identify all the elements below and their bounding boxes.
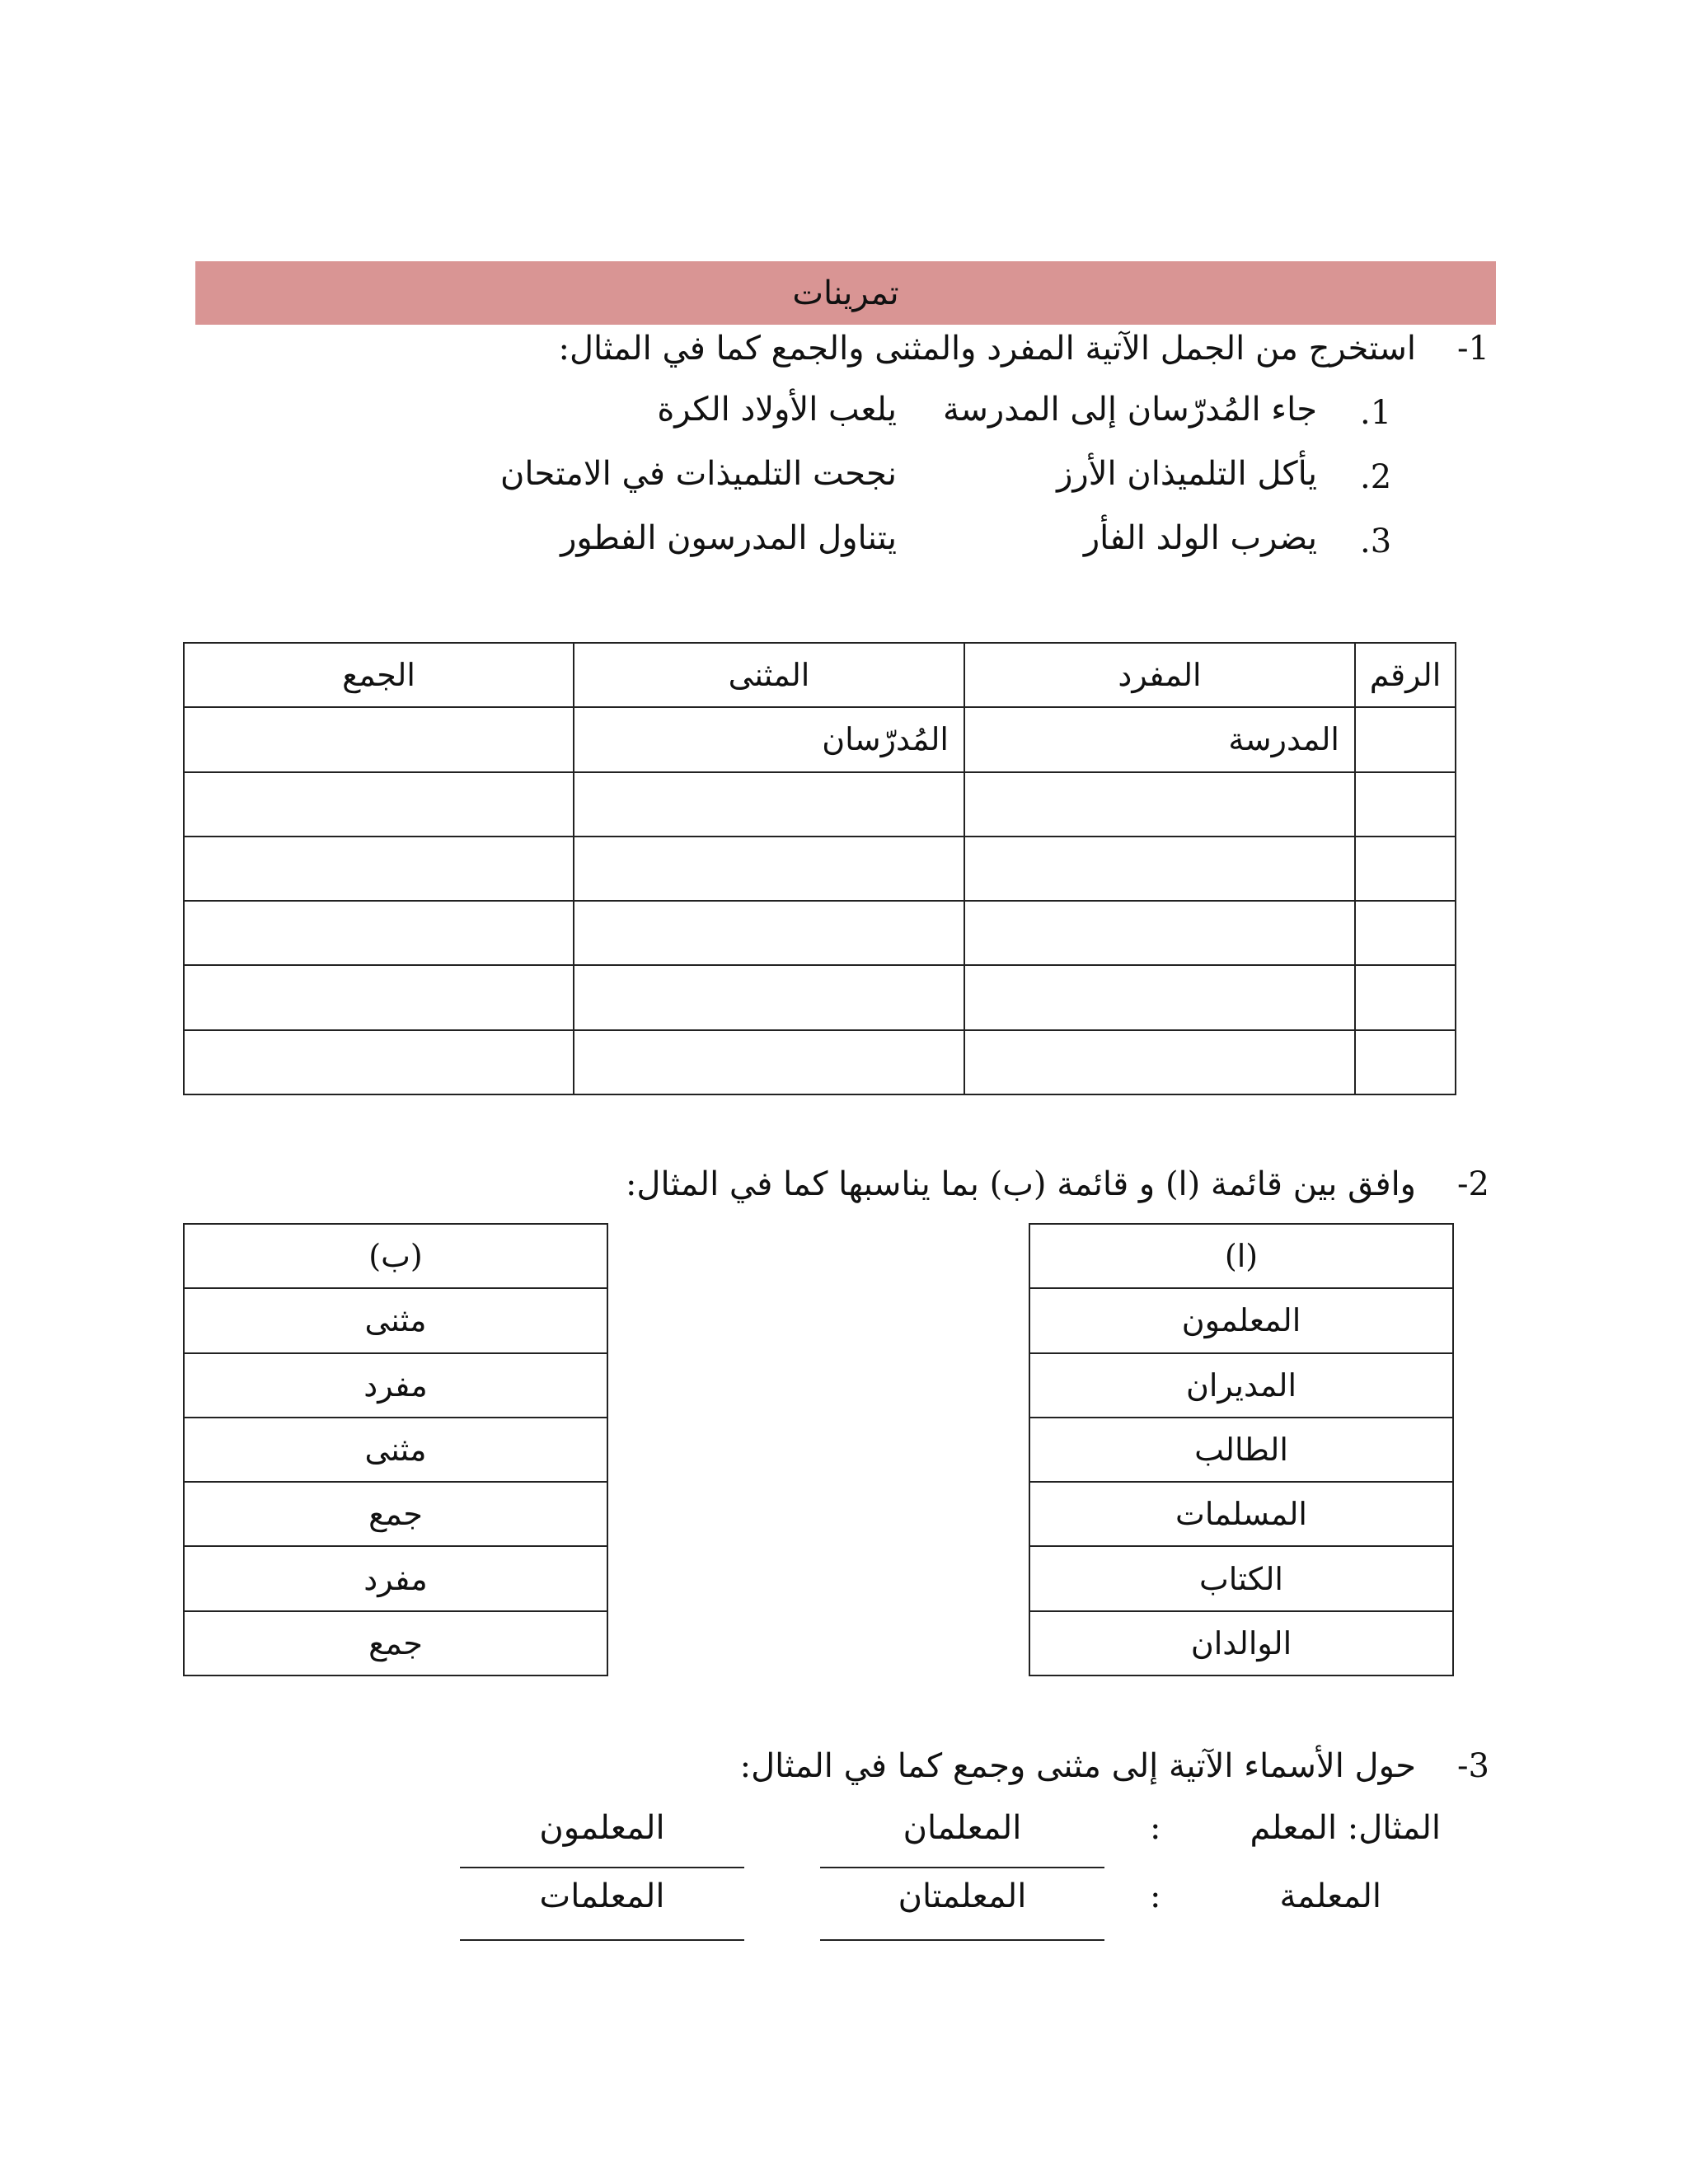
table-row	[184, 1030, 1456, 1094]
list-item[interactable]: جمع	[184, 1611, 607, 1675]
table-row	[184, 965, 1456, 1029]
table-row	[184, 772, 1456, 837]
table-cell[interactable]	[964, 965, 1355, 1029]
q1-sentence-2a: يأكل التلميذان الأرز	[1057, 455, 1317, 493]
header-number: الرقم	[1355, 643, 1456, 707]
table-cell[interactable]	[1355, 707, 1456, 771]
list-item[interactable]: المديران	[1029, 1353, 1453, 1418]
table-cell[interactable]	[574, 901, 964, 965]
table-cell[interactable]	[1355, 837, 1456, 901]
list-a-header: (ا)	[1029, 1224, 1453, 1288]
q3-row-1-word: المثال: المعلم	[1250, 1809, 1441, 1847]
q3-number: -3	[1457, 1747, 1489, 1785]
table-cell[interactable]	[1355, 772, 1456, 837]
q1-sentence-3-number: .3	[1360, 523, 1392, 560]
table-header-row	[184, 643, 1456, 707]
q3-row-1-colon: :	[1150, 1809, 1161, 1847]
table-cell[interactable]	[574, 837, 964, 901]
q1-answer-table	[183, 642, 1456, 1095]
q3-row-2-plural[interactable]: المعلمات	[539, 1877, 665, 1915]
table-row	[184, 901, 1456, 965]
table-row	[184, 837, 1456, 901]
table-cell[interactable]	[184, 965, 574, 1029]
q3-row-1-plural-line	[460, 1867, 744, 1868]
exercises-title-banner	[195, 261, 1496, 325]
list-item[interactable]: مثنى	[184, 1418, 607, 1482]
list-a-table	[1029, 1223, 1454, 1676]
table-cell[interactable]	[184, 707, 574, 771]
list-item[interactable]: الطالب	[1029, 1418, 1453, 1482]
q3-row-1-dual[interactable]: المعلمان	[903, 1809, 1022, 1847]
header-dual: المثنى	[574, 643, 964, 707]
table-cell[interactable]	[1355, 1030, 1456, 1094]
q1-sentence-2-number: .2	[1360, 458, 1392, 496]
q1-sentence-1b: يلعب الأولاد الكرة	[657, 391, 897, 429]
table-cell[interactable]	[574, 965, 964, 1029]
list-item[interactable]: الكتاب	[1029, 1546, 1453, 1610]
list-item[interactable]: مثنى	[184, 1288, 607, 1352]
table-cell[interactable]	[964, 901, 1355, 965]
q2-prompt: وافق بين قائمة (ا) و قائمة (ب) بما يناسبها كما في المثال:	[625, 1165, 1416, 1203]
q1-prompt: استخرج من الجمل الآتية المفرد والمثنى والجمع كما في المثال:	[558, 330, 1416, 368]
list-item[interactable]: المسلمات	[1029, 1482, 1453, 1546]
q1-sentence-3b: يتناول المدرسون الفطور	[560, 519, 897, 557]
q1-sentence-2b: نجحت التلميذات في الامتحان	[499, 455, 897, 493]
list-b-table	[183, 1223, 608, 1676]
q1-sentence-1a: جاء المُدرّسان إلى المدرسة	[942, 391, 1317, 429]
table-cell[interactable]	[184, 901, 574, 965]
table-cell[interactable]	[1355, 901, 1456, 965]
header-plural: الجمع	[184, 643, 574, 707]
q3-row-2-dual-line	[820, 1939, 1104, 1941]
table-row	[184, 707, 1456, 771]
q3-row-2-word: المعلمة	[1279, 1877, 1381, 1915]
table-cell[interactable]	[184, 772, 574, 837]
list-b-header: (ب)	[184, 1224, 607, 1288]
list-item[interactable]: مفرد	[184, 1353, 607, 1418]
list-item[interactable]: المعلمون	[1029, 1288, 1453, 1352]
table-cell[interactable]	[184, 837, 574, 901]
q2-number: -2	[1457, 1165, 1489, 1203]
list-item[interactable]: جمع	[184, 1482, 607, 1546]
header-singular: المفرد	[964, 643, 1355, 707]
page-title: تمرينات	[792, 274, 899, 312]
table-cell[interactable]	[574, 1030, 964, 1094]
table-cell[interactable]	[1355, 965, 1456, 1029]
q1-number: -1	[1457, 330, 1489, 368]
list-item[interactable]: مفرد	[184, 1546, 607, 1610]
q3-row-1-plural[interactable]: المعلمون	[539, 1809, 665, 1847]
table-cell[interactable]	[574, 772, 964, 837]
table-cell[interactable]	[184, 1030, 574, 1094]
q3-row-1-dual-line	[820, 1867, 1104, 1868]
list-item[interactable]: الوالدان	[1029, 1611, 1453, 1675]
table-cell[interactable]: المدرسة	[964, 707, 1355, 771]
q1-sentence-1-number: .1	[1360, 394, 1392, 432]
q3-prompt: حول الأسماء الآتية إلى مثنى وجمع كما في المثال:	[739, 1747, 1416, 1785]
table-cell[interactable]	[964, 772, 1355, 837]
table-cell[interactable]: المُدرّسان	[574, 707, 964, 771]
table-cell[interactable]	[964, 1030, 1355, 1094]
q3-row-2-plural-line	[460, 1939, 744, 1941]
q1-sentence-3a: يضرب الولد الفأر	[1083, 519, 1317, 557]
table-cell[interactable]	[964, 837, 1355, 901]
q3-row-2-colon: :	[1150, 1877, 1161, 1915]
q3-row-2-dual[interactable]: المعلمتان	[898, 1877, 1027, 1915]
